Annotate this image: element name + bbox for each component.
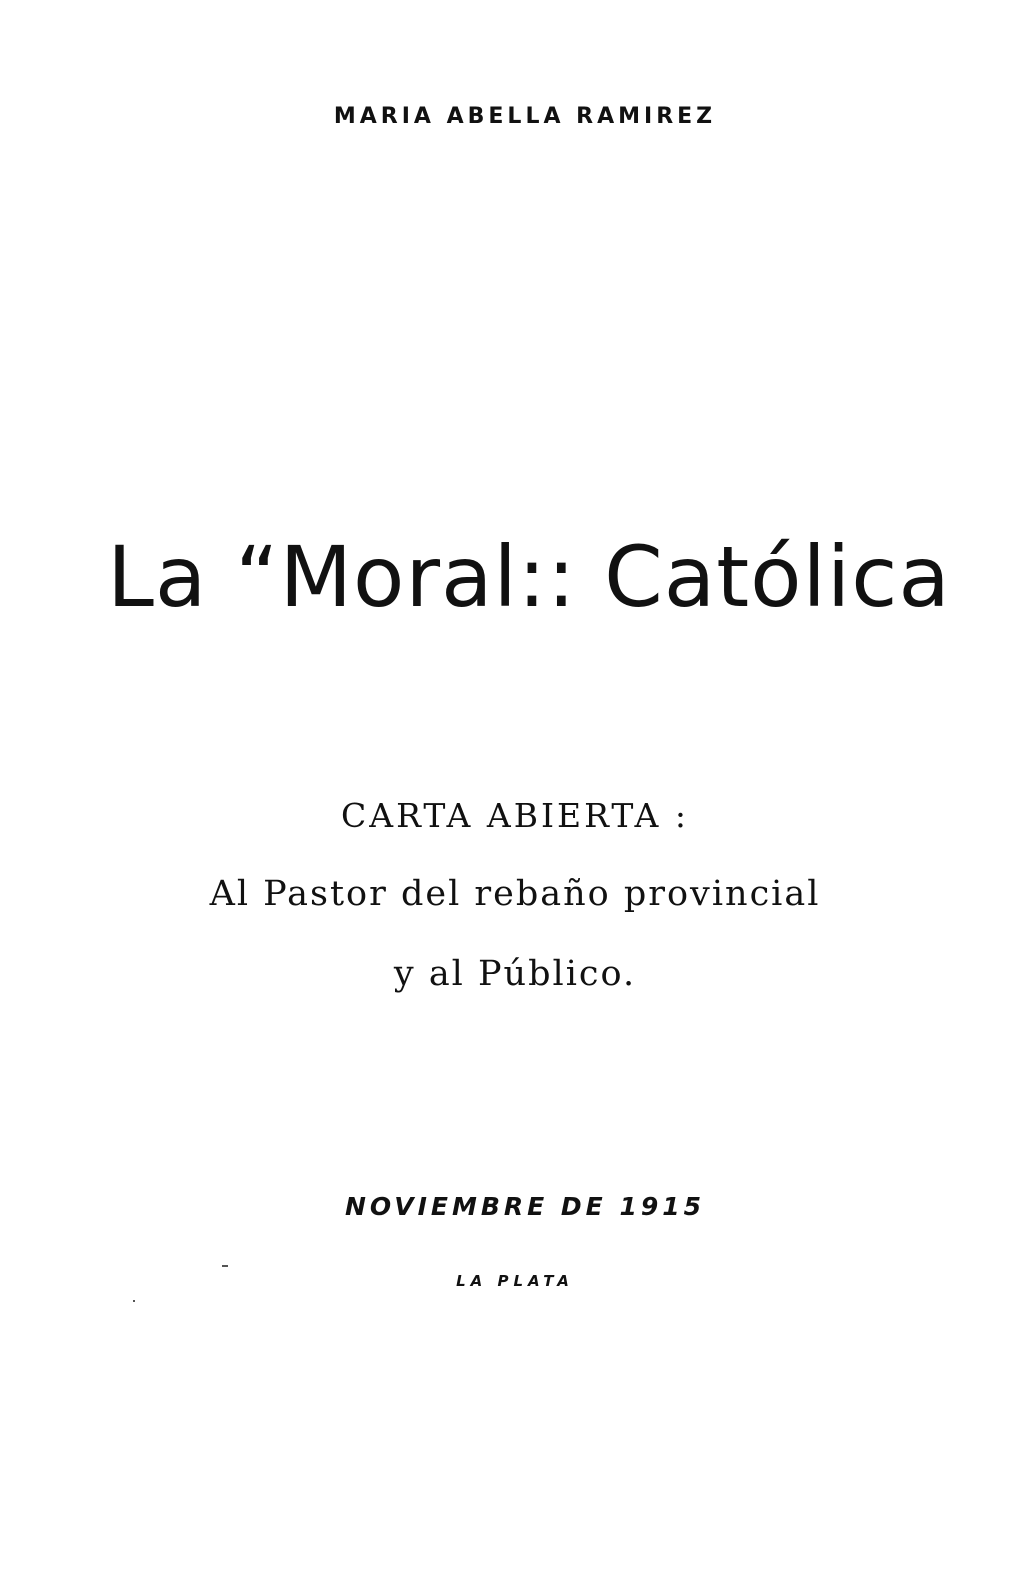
publication-date: NOVIEMBRE DE 1915 [344,1192,706,1221]
dedication-line-1: Al Pastor del rebaño provincial [209,874,821,914]
print-speck [133,1300,135,1302]
print-speck [222,1265,228,1267]
dedication-line-2: y al Público. [393,954,637,994]
publication-place: LA PLATA [456,1272,574,1290]
subtitle: CARTA ABIERTA : [341,796,689,835]
author-name: MARIA ABELLA RAMIREZ [333,104,717,129]
book-title: La “Moral:: Católica [107,528,951,626]
